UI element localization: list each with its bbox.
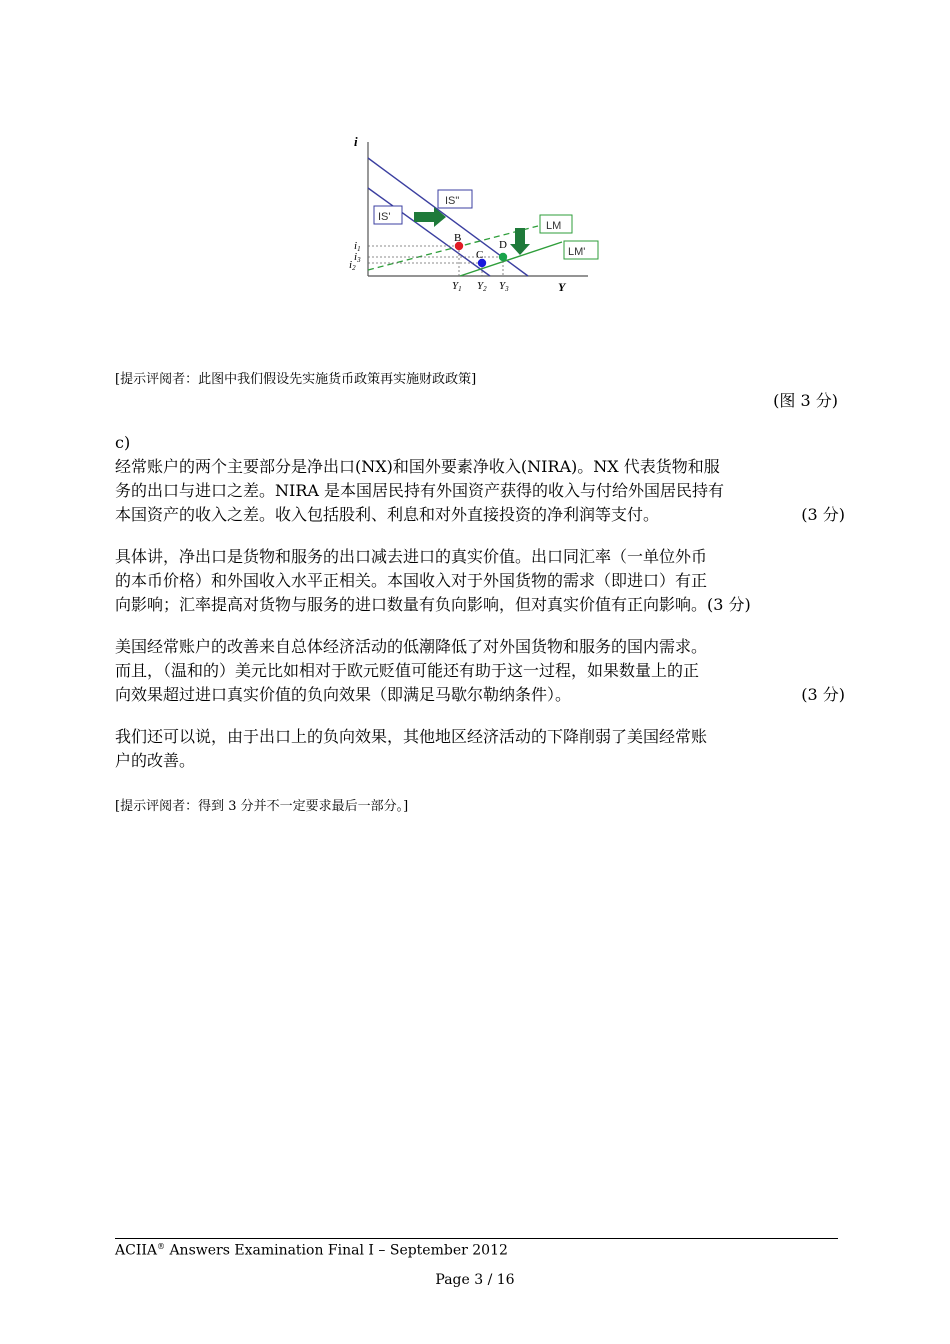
is-prime-label: IS'	[378, 211, 391, 223]
tick-y3: Y3	[499, 280, 509, 293]
section-c-label: c)	[115, 433, 131, 452]
p1-line-1: 经常账户的两个主要部分是净出口(NX)和国外要素净收入(NIRA)。NX 代表货物和服	[115, 457, 720, 476]
x-axis-label: Y	[558, 280, 566, 294]
footer-rule	[115, 1238, 838, 1239]
p3-line-2: 而且，（温和的）美元比如相对于欧元贬值可能还有助于这一过程，如果数量上的正	[115, 661, 700, 680]
figure-score: (图 3 分)	[773, 391, 838, 410]
down-shift-arrow	[510, 228, 530, 255]
paragraph-3	[115, 635, 845, 707]
paragraph-4	[115, 725, 845, 773]
p2-line-3: 向影响；汇率提高对货物与服务的进口数量有负向影响，但对真实价值有正向影响。(3 分)	[115, 595, 751, 614]
p2-line-1: 具体讲，净出口是货物和服务的出口减去进口的真实价值。出口同汇率（一单位外币	[115, 547, 708, 566]
paragraph-1	[115, 455, 845, 527]
footer-reg-mark: ®	[157, 1242, 165, 1251]
tick-y1: Y1	[452, 280, 462, 293]
reviewer-note-figure: [提示评阅者：此图中我们假设先实施货币政策再实施财政政策]	[115, 372, 477, 387]
reviewer-note-scoring: [提示评阅者：得到 3 分并不一定要求最后一部分。]	[115, 799, 409, 814]
footer-title	[115, 1242, 508, 1259]
p3-line-3	[115, 683, 845, 707]
page-number: Page 3 / 16	[435, 1272, 515, 1288]
p4-line-2: 户的改善。	[115, 751, 196, 770]
footer-exam-title: Answers Examination Final I – September 2012	[165, 1242, 508, 1259]
p2-line-2: 的本币价格）和外国收入水平正相关。本国收入对于外国货物的需求（即进口）有正	[115, 571, 708, 590]
paragraph-2	[115, 545, 845, 617]
point-d-label: D	[499, 239, 507, 251]
p3-line-1: 美国经常账户的改善来自总体经济活动的低潮降低了对外国货物和服务的国内需求。	[115, 637, 708, 656]
footer-brand: ACIIA	[115, 1242, 157, 1259]
p1-line-2: 务的出口与进口之差。NIRA 是本国居民持有外国资产获得的收入与付给外国居民持有	[115, 481, 725, 500]
lm-label: LM	[546, 220, 562, 232]
is-double-prime-label: IS"	[445, 195, 460, 207]
is-lm-diagram	[340, 128, 610, 298]
tick-y2: Y2	[477, 280, 487, 293]
tick-i3: i3	[354, 251, 361, 264]
point-c-label: C	[476, 249, 484, 261]
p3-score: (3 分)	[801, 685, 845, 704]
p1-line-3	[115, 503, 845, 527]
p4-line-1: 我们还可以说，由于出口上的负向效果，其他地区经济活动的下降削弱了美国经常账	[115, 727, 708, 746]
is-lm-svg	[340, 128, 610, 298]
y-axis-label: i	[354, 134, 358, 149]
point-d	[499, 253, 507, 261]
tick-i2: i2	[349, 259, 356, 272]
p1-line-3-text: 本国资产的收入之差。收入包括股利、利息和对外直接投资的净利润等支付。	[115, 505, 660, 524]
p3-line-3-text: 向效果超过进口真实价值的负向效果（即满足马歇尔勒纳条件）。	[115, 685, 572, 704]
lm-prime-label: LM'	[568, 246, 586, 258]
point-b-label: B	[454, 232, 462, 244]
tick-i1: i1	[354, 240, 361, 253]
p1-score: (3 分)	[801, 505, 845, 524]
